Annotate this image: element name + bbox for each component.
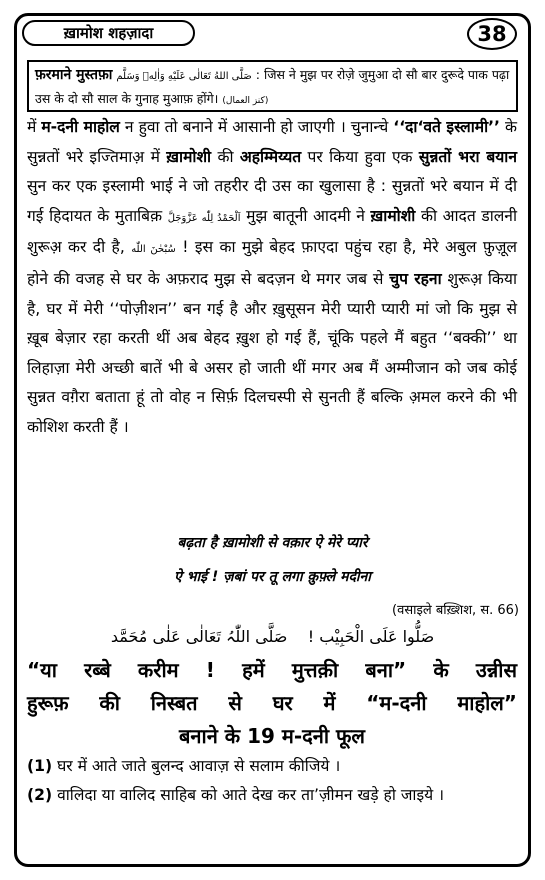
heading-word: ! (205, 658, 215, 682)
heading-word: घर (272, 691, 293, 715)
arabic-phrase: سُبْحٰنَ اللّٰه (131, 244, 176, 256)
emphasis: चुप रहना (389, 269, 442, 288)
heading-line-3: बनाने के 19 म-दनी फूल (179, 724, 365, 748)
list-item (27, 752, 517, 781)
source-citation: (वसाइले बख़्शिश, स. 66) (392, 603, 519, 618)
main-paragraph: में म-दनी माहोल न हुवा तो बनाने में आसानी हो जाएगी । चुनान्चे ‘‘दा‘वते इस्लामी’’ के सुन्नतों भरे इज्तिमाअ़ में ख़ामोशी की अहम्मिय्यत पर किया हुवा एक सुन्नतों भरा बयान सुन कर एक इस्लामी भाई ने जो तहरीर दी उस का खुलासा है : सुन्नतों भरे बयान में दी गई हिदायत के मुताबिक़ اَلْحَمْدُ لِلّٰه عَزَّوَجَلَّ मुझ बातूनी आदमी ने ख़ामोशी की आदत डालनी शुरूअ़ कर दी है, سُبْحٰنَ اللّٰه ! इस का मुझे बेहद फ़ाएदा पहुंच रहा है, मेरे अबुल फ़ुज़ूल होने की वजह से घर के अफ़राद मुझ से बदज़न थे मगर जब से चुप रहना शुरूअ़ किया है, घर में मेरी ‘‘पोज़ीशन’’ बन गई है और ख़ुसूसन मेरी प्यारी प्यारी मां जो कि मुझ से ख़ूब बेज़ार रहा करती थीं अब बेहद ख़ुश हो गई हैं, चूंकि पहले मैं बहुत ‘‘बक्की’’ था लिहाज़ा मेरी अच्छी बातें भी बे असर हो जाती थीं मगर अब मैं अम्मीजान को जब कोई सुन्नत वग़ैरा बताता हूं तो वोह न सिर्फ़ दिलचस्पी से सुनती हैं बल्कि अ़मल करने की भी कोशिश करती हैं । (27, 118, 518, 436)
emphasis: ख़ामोशी (370, 206, 416, 225)
salawat-response: صَلَّی اللّٰہُ تَعَالٰی عَلٰی مُحَمَّد (110, 627, 288, 646)
salawat-call: صَلُّوا عَلَی الْحَبِیْب ! (307, 627, 435, 646)
book-title: ख़ामोश शहज़ादा (22, 20, 195, 46)
hadith-text: : जिस ने मुझ पर रोज़े जुमुआ दो सौ बार दुरूदे पाक पढ़ा उस के दो सौ साल के गुनाह मुआफ़ होंगे। (35, 67, 510, 106)
heading-line-1 (27, 654, 517, 687)
heading-word: बना” (365, 658, 407, 682)
item-text: वालिदा या वालिद साहिब को आते देख कर ता’ज़ीमन खड़े हो जाइये । (52, 786, 445, 804)
heading-word: “या (27, 658, 57, 682)
page-number: 38 (467, 18, 517, 50)
heading-word: निस्बत (150, 691, 198, 715)
heading-line-2 (27, 687, 517, 720)
emphasis: ‘‘दा‘वते इस्लामी’’ (393, 118, 500, 136)
heading-word: माहोल” (457, 691, 517, 715)
emphasis: म-दनी माहोल (41, 118, 120, 136)
item-text: घर में आते जाते बुलन्द आवाज़ से सलाम कीजिये । (52, 757, 341, 775)
heading-word: मुत्तक़ी (291, 658, 339, 682)
hadith-citation: (کنز العمال) (222, 96, 269, 106)
item-number: (1) (27, 757, 53, 775)
heading-word: के (433, 658, 449, 682)
couplet-line-1: बढ़ता है ख़ामोशी से वक़ार ऐ मेरे प्यारे (177, 535, 368, 551)
heading-word: करीम (137, 658, 179, 682)
heading-word: की (99, 691, 120, 715)
section-heading (27, 654, 517, 753)
hadith-box (27, 60, 518, 112)
emphasis: अहम्मिय्यत (239, 147, 302, 166)
hadith-label: फ़रमाने मुस्तफ़ा (35, 67, 113, 83)
emphasis: सुन्नतों भरा बयान (418, 147, 517, 166)
heading-word: “म-दनी (366, 691, 427, 715)
heading-word: से (228, 691, 242, 715)
heading-word: हमें (242, 658, 265, 682)
heading-word: हुरूफ़ (27, 691, 69, 715)
arabic-phrase: اَلْحَمْدُ لِلّٰه عَزَّوَجَلَّ (167, 212, 241, 224)
list-item (27, 781, 517, 810)
item-number: (2) (27, 786, 53, 804)
hadith-salutation: صَلَّى اللهُ تَعَالٰى عَلَيْهِ وَاٰلِهٖ وَسَلَّم (116, 71, 252, 82)
heading-word: उन्नीस (475, 658, 517, 682)
couplet-line-2: ऐ भाई ! ज़बां पर तू लगा क़ुफ़्ले मदीना (174, 569, 371, 585)
emphasis: ख़ामोशी (166, 147, 212, 166)
heading-word: रब्बे (84, 658, 111, 682)
salawat-line (0, 624, 545, 650)
heading-word: में (323, 691, 336, 715)
